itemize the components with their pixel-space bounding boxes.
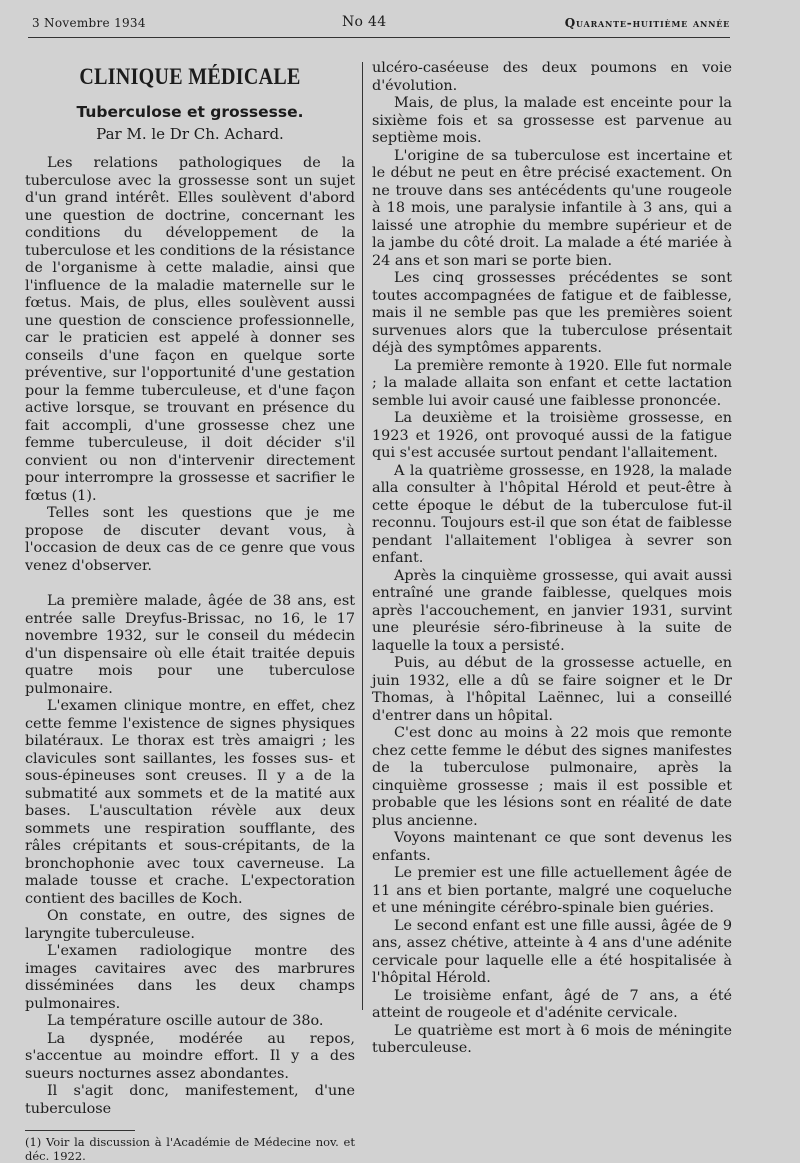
paragraph: Le quatrième est mort à 6 mois de méningite tuberculeuse.	[372, 1022, 732, 1056]
paragraph: Voyons maintenant ce que sont devenus les enfants.	[372, 830, 732, 864]
paragraph: Le troisième enfant, âgé de 7 ans, a été atteint de rougeole et d'adénite cervicale.	[372, 987, 732, 1021]
paragraph: Les relations pathologiques de la tuberculose avec la grossesse sont un sujet d'un grand intérêt. Elles soulèvent d'abord une question de doctrine, concernant les conditions du développement de la tuberculose et les conditions de la résistance de l'organisme à cette maladie, ainsi que l'influence de la maladie maternelle sur le fœtus. Mais, de plus, elles soulèvent aussi une question de conscience professionnelle, car le praticien est appelé à donner ses conseils d'une façon en quelque sorte préventive, sur l'opportunité d'une gestation pour la femme tuberculeuse, et d'une façon active lorsque, se trouvant en présence du fait accompli, d'une grossesse chez une femme tuberculeuse, il doit décider s'il convient ou non d'intervenir directement pour interrompre la grossesse et sacrifier le fœtus (1).	[25, 155, 355, 504]
paragraph: Mais, de plus, la malade est enceinte pour la sixième fois et sa grossesse est parvenue au septième mois.	[372, 95, 732, 146]
paragraph: L'origine de sa tuberculose est incertaine et le début ne peut en être précisé exactement. On ne trouve dans ses antécédents qu'une rougeole à 18 mois, une paralysie infantile à 3 ans, qui a laissé une atrophie du membre supérieur et de la jambe du côté droit. La malade a été mariée à 24 ans et son mari se porte bien.	[372, 147, 732, 269]
column-divider	[362, 62, 363, 1010]
paragraph: Il s'agit donc, manifestement, d'une tuberculose	[25, 1083, 355, 1117]
byline: Par M. le Dr Ch. Achard.	[96, 124, 284, 143]
paragraph: L'examen clinique montre, en effet, chez cette femme l'existence de signes physiques bilatéraux. Le thorax est très amaigri ; les clavicules sont saillantes, les fosses sus- et sous-épineuses sont creuses. Il y a de la submatité aux sommets et de la matité aux bases. L'auscultation révèle aux deux sommets une respiration soufflante, des râles crépitants et sous-crépitants, de la bronchophonie avec toux caverneuse. La malade tousse et crache. L'expectoration contient des bacilles de Koch.	[25, 698, 355, 907]
header-rule	[28, 37, 730, 38]
paragraph: La première remonte à 1920. Elle fut normale ; la malade allaita son enfant et cette lactation semble lui avoir causé une faiblesse prononcée.	[372, 357, 732, 409]
paragraph: Puis, au début de la grossesse actuelle, en juin 1932, elle a dû se faire soigner et le Dr Thomas, à l'hôpital Laënnec, lui a conseillé d'entrer dans un hôpital.	[372, 655, 732, 724]
paragraph: La température oscille autour de 38o.	[47, 1013, 324, 1029]
paragraph: Le second enfant est une fille aussi, âgée de 9 ans, assez chétive, atteinte à 4 ans d'une adénite cervicale pour laquelle elle a été hospitalisée à l'hôpital Hérold.	[372, 917, 732, 986]
paragraph: La deuxième et la troisième grossesse, en 1923 et 1926, ont provoqué aussi de la fatigue qui s'est accusée surtout pendant l'allaitement.	[372, 410, 732, 461]
running-head	[32, 14, 730, 34]
section-title: CLINIQUE MÉDICALE	[79, 64, 301, 90]
issue-date: 3 Novembre 1934	[32, 16, 146, 30]
paragraph: L'examen radiologique montre des images cavitaires avec des marbrures disséminées dans les deux champs pulmonaires.	[25, 943, 355, 1012]
paragraph: A la quatrième grossesse, en 1928, la malade alla consulter à l'hôpital Hérold et peut-être à cette époque le début de la tuberculose fut-il reconnu. Toujours est-il que son état de faiblesse pendant l'allaitement l'obligea à sevrer son enfant.	[372, 462, 732, 566]
paragraph-continuation: ulcéro-caséeuse des deux poumons en voie d'évolution.	[372, 60, 732, 94]
paragraph: C'est donc au moins à 22 mois que remonte chez cette femme le début des signes manifestes de la tuberculose pulmonaire, après la cinquième grossesse ; mais il est possible et probable que les lésions sont en réalité de date plus ancienne.	[372, 725, 732, 829]
footnote: (1) Voir la discussion à l'Académie de Médecine nov. et déc. 1922.	[25, 1135, 355, 1163]
footnote-rule	[25, 1130, 135, 1131]
paragraph: La première malade, âgée de 38 ans, est entrée salle Dreyfus-Brissac, no 16, le 17 novembre 1932, sur le conseil du médecin d'un dispensaire où elle était traitée depuis quatre mois pour une tuberculose pulmonaire.	[25, 593, 355, 697]
paragraph: Telles sont les questions que je me propose de discuter devant vous, à l'occasion de deux cas de ce genre que vous venez d'observer.	[25, 505, 355, 574]
article-title: Tuberculose et grossesse.	[76, 103, 304, 121]
left-column	[25, 60, 355, 1163]
paragraph: Après la cinquième grossesse, qui avait aussi entraîné une grande faiblesse, quelques mois après l'accouchement, en janvier 1931, survint une pleurésie séro-fibrineuse à la suite de laquelle la toux a persisté.	[372, 567, 732, 654]
paragraph: La dyspnée, modérée au repos, s'accentue au moindre effort. Il y a des sueurs nocturnes assez abondantes.	[25, 1030, 355, 1082]
paragraph: Le premier est une fille actuellement âgée de 11 ans et bien portante, malgré une coqueluche et une méningite cérébro-spinale bien guéries.	[372, 865, 732, 916]
right-column	[372, 60, 732, 1058]
volume-year: Quarante-huitième année	[564, 16, 730, 30]
section-gap	[25, 575, 355, 593]
paragraph: On constate, en outre, des signes de laryngite tuberculeuse.	[25, 908, 355, 942]
issue-number: No 44	[342, 14, 387, 30]
paragraph: Les cinq grossesses précédentes se sont toutes accompagnées de fatigue et de faiblesse, mais il ne semble pas que les premières soient survenues alors que la tuberculose présentait déjà des symptômes apparents.	[372, 270, 732, 356]
